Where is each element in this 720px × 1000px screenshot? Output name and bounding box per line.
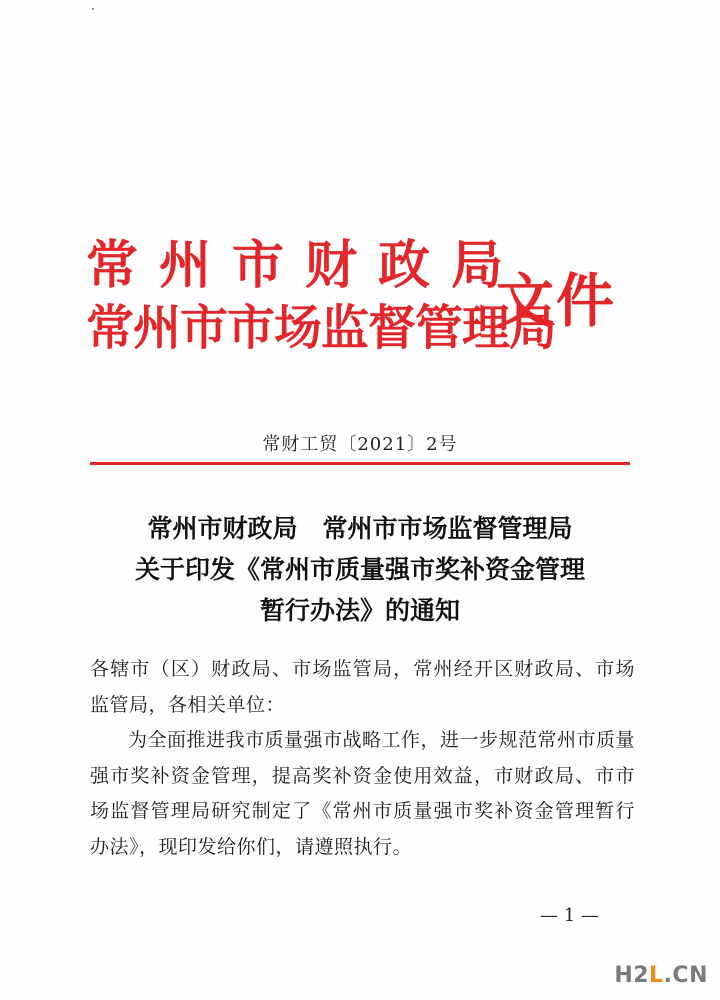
title-line-1: 常州市财政局 常州市市场监督管理局 [147,514,573,543]
red-divider-line [90,462,630,465]
title-line-2: 关于印发《常州市质量强市奖补资金管理 [134,555,585,584]
watermark-part-c: .CN [663,963,708,988]
page-number: — 1 — [540,905,599,926]
watermark-part-b: L [649,963,664,988]
addressee-paragraph: 各辖市（区）财政局、市场监管局，常州经开区财政局、市场监管局，各相关单位： [90,658,635,716]
doc-type-label: 文件 [496,267,617,335]
notice-body [90,652,635,865]
issuer-line-2: 常州市市场监督管理局 [86,300,557,356]
document-number: 常财工贸〔2021〕2号 [262,434,458,455]
site-watermark-logo [614,963,708,988]
notice-title [0,508,720,631]
document-header [86,236,646,366]
scan-speck [92,8,94,10]
issuer-line-1: 常州市财政局 [86,236,525,296]
watermark-part-a: H2 [614,963,650,988]
title-line-3: 暂行办法》的通知 [259,596,460,625]
body-paragraph: 为全面推进我市质量强市战略工作，进一步规范常州市质量强市奖补资金管理，提高奖补资金使用效益，市财政局、市市场监督管理局研究制定了《常州市质量强市奖补资金管理暂行办法》，现印发给你们，请遵照执行。 [90,729,636,858]
